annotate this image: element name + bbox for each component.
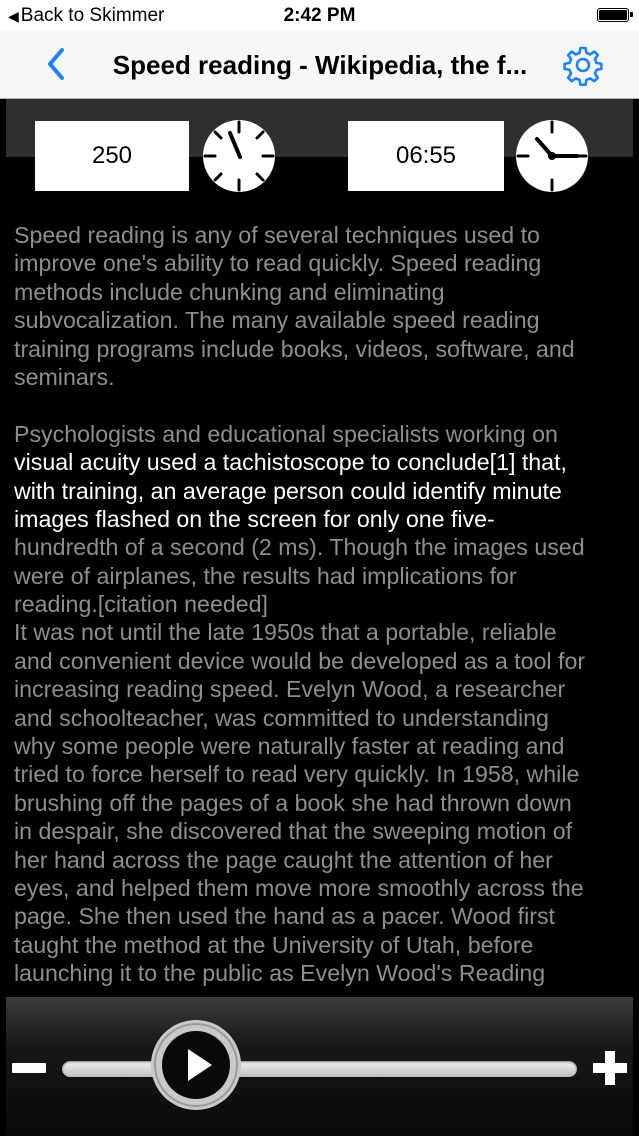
text-line: visual acuity used a tachistoscope to conclude[1] that, [14,449,567,476]
text-line: why some people were naturally faster at reading and [14,733,565,760]
text-line: seminars. [14,363,115,390]
text-line: improve one's ability to read quickly. Speed reading [14,250,542,277]
paragraph-2-after-highlight [14,533,629,987]
text-line: with training, an average person could identify minute [14,477,562,504]
progress-slider-track[interactable] [62,1061,577,1077]
text-line: increasing reading speed. Evelyn Wood, a researcher [14,676,566,703]
battery-icon [597,8,629,22]
back-chevron-icon[interactable] [40,44,76,84]
paragraph-2-before-highlight [14,420,629,448]
status-time: 2:42 PM [283,5,356,26]
speed-dial-icon[interactable] [202,119,276,193]
timer-value-box[interactable] [348,121,504,191]
back-triangle-icon: ◀ [8,8,19,24]
text-line: images flashed on the screen for only one five- [14,505,495,532]
highlighted-reading-chunk [14,448,629,533]
text-line: taught the method at the University of Utah, before [14,931,534,958]
text-line: eyes, and helped them move more smoothly across the [14,874,584,901]
text-line: methods include chunking and eliminating [14,278,445,305]
text-line: her hand across the page caught the attention of her [14,846,553,873]
playback-controls [6,997,633,1136]
timer-value: 06:55 [395,142,457,169]
increase-speed-button[interactable] [593,1051,627,1085]
article-text [14,221,629,988]
paragraph-1 [14,221,629,391]
reader-area [6,99,633,997]
clock-icon[interactable] [515,119,589,193]
text-line: brushing off the pages of a book she had thrown down [14,789,572,816]
paragraph-gap [14,391,629,419]
text-line: launching it to the public as Evelyn Wood's Reading [14,960,546,987]
text-line: training programs include books, videos, software, and [14,335,575,362]
text-line: reading.[citation needed] [14,591,268,618]
settings-gear-icon[interactable] [562,44,604,86]
decrease-speed-button[interactable] [12,1063,46,1073]
text-line: and schoolteacher, was committed to understanding [14,704,549,731]
navigation-bar [0,30,639,99]
text-line: page. She then used the hand as a pacer. Wood first [14,903,555,930]
text-line: tried to force herself to read very quickly. In 1958, while [14,761,580,788]
text-line: Speed reading is any of several techniques used to [14,222,540,248]
text-line: It was not until the late 1950s that a portable, reliable [14,619,557,646]
text-line: in despair, she discovered that the sweeping motion of [14,818,573,845]
text-line: were of airplanes, the results had implications for [14,562,517,589]
text-line: and convenient device would be developed as a tool for [14,647,586,674]
page-title: Speed reading - Wikipedia, the f... [112,50,528,80]
text-line: hundredth of a second (2 ms). Though the images used [14,534,585,561]
status-bar [0,0,639,30]
wpm-value: 250 [91,142,133,169]
play-button[interactable] [148,1017,244,1113]
text-line: Psychologists and educational specialists working on [14,420,558,447]
back-to-app-label: Back to Skimmer [20,5,165,26]
wpm-value-box[interactable] [35,121,189,191]
text-line: subvocalization. The many available speed reading [14,307,540,334]
